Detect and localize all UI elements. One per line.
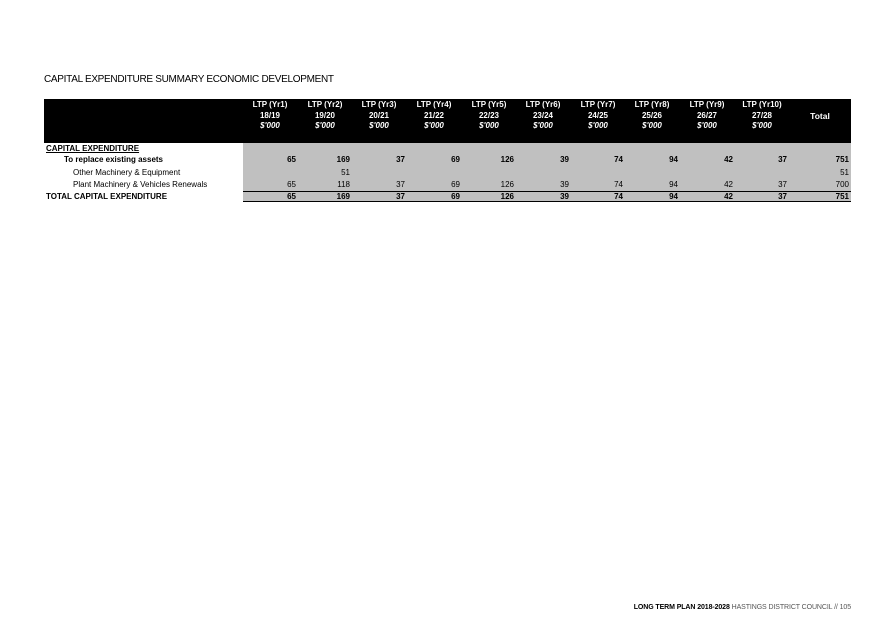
table-row [44, 155, 851, 167]
cell-total: 751 [835, 192, 849, 201]
cell-value: 42 [724, 180, 733, 189]
cell-value: 65 [287, 192, 296, 201]
cell-value: 69 [451, 155, 460, 164]
cell-value: 37 [396, 155, 405, 164]
cell-value: 69 [451, 192, 460, 201]
cell-value: 65 [287, 180, 296, 189]
table-row [44, 168, 851, 180]
cell-value: 74 [614, 180, 623, 189]
col-header-yr2: LTP (Yr2) 19/20 $'000 [307, 100, 343, 130]
cell-value: 69 [451, 180, 460, 189]
col-header-yr1: LTP (Yr1) 18/19 $'000 [252, 100, 288, 130]
cell-value: 37 [396, 180, 405, 189]
cell-value: 126 [500, 192, 514, 201]
cell-value: 94 [669, 192, 678, 201]
cell-value: 169 [336, 192, 350, 201]
cell-value: 51 [341, 168, 350, 177]
cell-value: 42 [724, 192, 733, 201]
col-header-yr3: LTP (Yr3) 20/21 $'000 [361, 100, 397, 130]
cell-value: 118 [337, 180, 350, 189]
cell-value: 169 [336, 155, 350, 164]
cell-value: 37 [778, 192, 787, 201]
page-footer [634, 604, 851, 611]
divider-bottom [243, 201, 851, 202]
row-label: Plant Machinery & Vehicles Renewals [73, 180, 208, 189]
cell-value: 37 [778, 155, 787, 164]
cell-total: 51 [840, 168, 849, 177]
cell-value: 42 [724, 155, 733, 164]
row-label: To replace existing assets [64, 155, 164, 164]
col-header-yr5: LTP (Yr5) 22/23 $'000 [471, 100, 507, 130]
cell-value: 37 [396, 192, 405, 201]
table-header [44, 99, 851, 143]
cell-value: 126 [500, 180, 514, 189]
col-header-yr10: LTP (Yr10) 27/28 $'000 [742, 100, 782, 130]
cell-value: 94 [669, 155, 678, 164]
cell-value: 37 [778, 180, 787, 189]
footer-page-number: // 105 [834, 604, 851, 611]
row-label: Other Machinery & Equipment [73, 168, 181, 177]
section-title: CAPITAL EXPENDITURE [46, 144, 140, 153]
cell-value: 39 [560, 180, 569, 189]
col-header-yr6: LTP (Yr6) 23/24 $'000 [525, 100, 561, 130]
cell-value: 94 [669, 180, 678, 189]
footer-council: HASTINGS DISTRICT COUNCIL [731, 604, 833, 611]
col-header-total: Total [810, 111, 830, 121]
footer-plan: LONG TERM PLAN 2018-2028 [633, 604, 730, 611]
total-row [44, 192, 851, 204]
cell-total: 751 [835, 155, 849, 164]
cell-value: 74 [614, 192, 623, 201]
col-header-yr4: LTP (Yr4) 21/22 $'000 [416, 100, 452, 130]
cell-value: 126 [500, 155, 514, 164]
col-header-yr7: LTP (Yr7) 24/25 $'000 [580, 100, 616, 130]
cell-value: 65 [287, 155, 296, 164]
page-title: CAPITAL EXPENDITURE SUMMARY ECONOMIC DEVELOPMENT [44, 74, 334, 85]
cell-total: 700 [835, 180, 849, 189]
cell-value: 39 [560, 192, 569, 201]
cell-value: 74 [614, 155, 623, 164]
col-header-yr8: LTP (Yr8) 25/26 $'000 [634, 100, 670, 130]
cell-value: 39 [560, 155, 569, 164]
col-header-yr9: LTP (Yr9) 26/27 $'000 [689, 100, 725, 130]
row-label: TOTAL CAPITAL EXPENDITURE [46, 192, 168, 201]
